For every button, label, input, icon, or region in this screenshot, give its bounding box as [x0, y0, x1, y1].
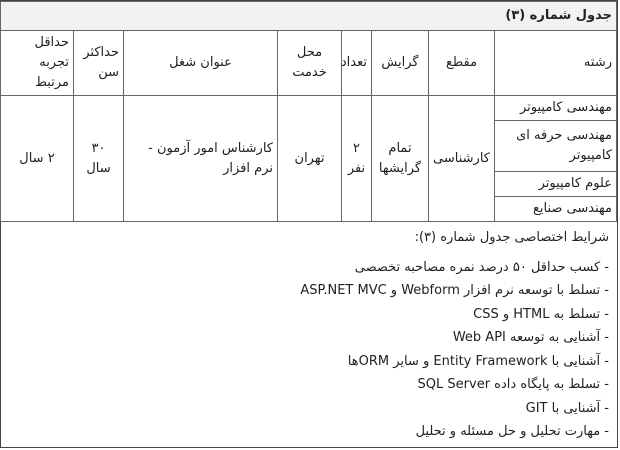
major-cell: مهندسی حرفه ای کامپیوتر — [495, 121, 617, 172]
conditions-section — [1, 222, 617, 444]
list-item: - تسلط به پایگاه داده SQL Server — [417, 377, 609, 392]
major-cell: مهندسی صنایع — [495, 197, 617, 222]
list-item: - مهارت تحلیل و حل مسئله و تحلیل — [415, 424, 609, 439]
table-header-row — [0, 31, 616, 96]
conditions-heading: شرایط اختصاصی جدول شماره (۳): — [414, 230, 609, 245]
count-cell: ۲ نفر — [342, 96, 372, 222]
location-cell: تهران — [278, 96, 342, 222]
header-field: رشته — [495, 31, 617, 96]
table-row — [0, 96, 616, 121]
header-min-experience: حداقل تجربه مرتبط — [0, 31, 73, 96]
list-item: - تسلط به HTML و CSS — [473, 306, 609, 322]
degree-cell: کارشناسی — [429, 96, 495, 222]
header-count: تعداد — [342, 31, 372, 96]
table-title-row — [0, 2, 616, 31]
job-table — [0, 1, 617, 222]
list-item: - کسب حداقل ۵۰ درصد نمره مصاحبه تخصصی — [354, 259, 609, 275]
header-job-title: عنوان شغل — [124, 31, 278, 96]
min-experience-cell: ۲ سال — [0, 96, 73, 222]
job-title-cell: کارشناس امور آزمون - نرم افزار — [124, 96, 278, 222]
header-location: محل خدمت — [278, 31, 342, 96]
conditions-list — [9, 256, 609, 444]
list-item: - آشنایی به توسعه Web API — [452, 330, 609, 345]
major-cell: مهندسی کامپیوتر — [495, 96, 617, 121]
list-item: - آشنایی با Entity Framework و سایر ORMها — [347, 353, 609, 369]
major-cell: علوم کامپیوتر — [495, 172, 617, 197]
list-item: - تسلط با توسعه نرم افزار Webform و ASP.NET MVC — [300, 283, 609, 298]
max-age-cell: ۳۰ سال — [74, 96, 124, 222]
header-max-age: حداکثر سن — [74, 31, 124, 96]
list-item: - آشنایی با GIT — [525, 400, 609, 416]
header-orientation: گرایش — [372, 31, 429, 96]
orientation-cell: تمام گرایشها — [372, 96, 429, 222]
table-title: جدول شماره (۳) — [0, 2, 616, 31]
header-degree: مقطع — [429, 31, 495, 96]
